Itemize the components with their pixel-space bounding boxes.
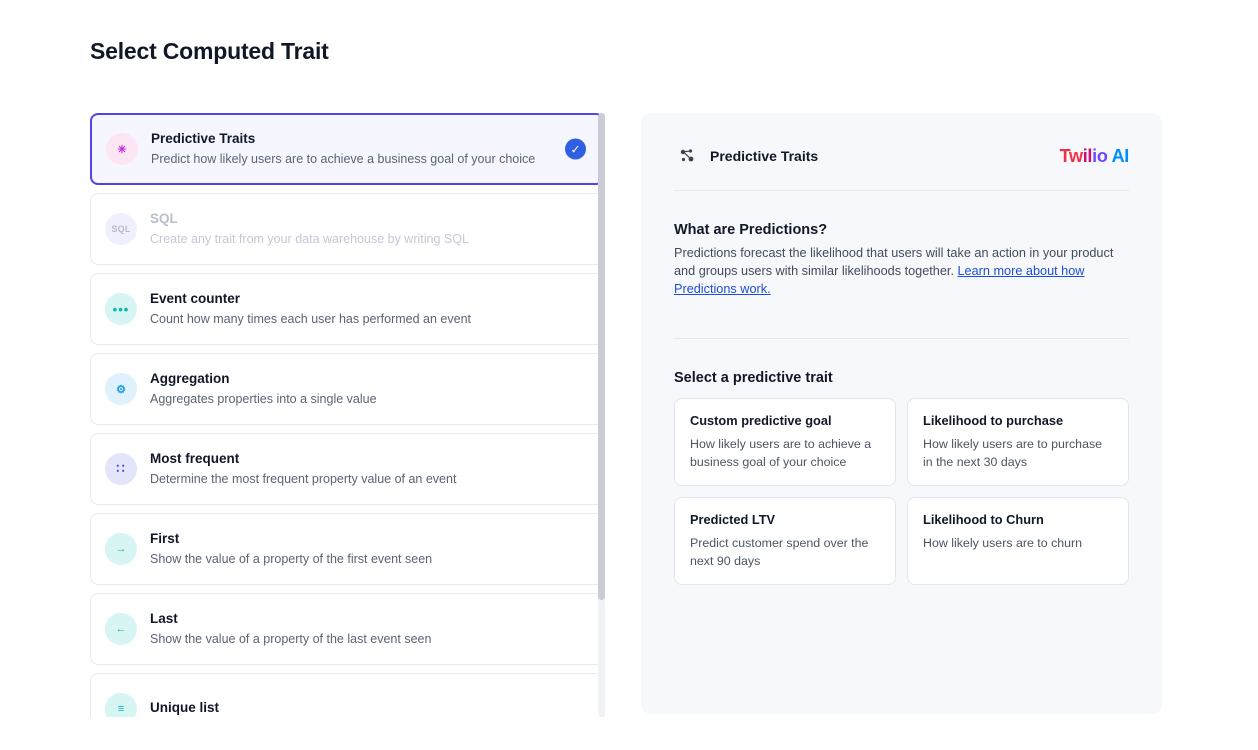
- unique-list-icon: [105, 693, 137, 717]
- list-item[interactable]: [90, 593, 604, 665]
- sql-icon: [105, 213, 137, 245]
- predictive-traits-icon: [674, 143, 700, 169]
- detail-header: [674, 143, 1129, 169]
- predictive-trait-title: Likelihood to Churn: [923, 512, 1044, 527]
- list-item-description: Show the value of a property of the first event seen: [150, 552, 433, 566]
- list-item-text: [151, 130, 535, 168]
- list-item[interactable]: [90, 113, 604, 185]
- predictive-trait-description: How likely users are to churn: [923, 536, 1083, 550]
- list-item-title: Aggregation: [150, 371, 230, 386]
- predictions-description-text: Predictions forecast the likelihood that users will take an action in your product and groups users with similar likelihoods together.: [674, 246, 1114, 278]
- list-item[interactable]: [90, 273, 604, 345]
- brand-part-1: Tw: [1059, 145, 1083, 166]
- list-item-icon-glyph: ✳: [117, 143, 127, 156]
- predictive-trait-grid[interactable]: [674, 398, 1129, 585]
- list-item-description: Count how many times each user has performed an event: [150, 312, 472, 326]
- list-item-title: First: [150, 531, 180, 546]
- page-title: Select Computed Trait: [90, 38, 329, 64]
- list-item-title: Event counter: [150, 291, 241, 306]
- detail-header-title: Predictive Traits: [710, 148, 819, 164]
- predictive-trait-title: Predicted LTV: [690, 512, 776, 527]
- list-item-description: Aggregates properties into a single value: [150, 392, 377, 406]
- list-item-text: [150, 530, 432, 568]
- predictive-trait-card[interactable]: [674, 398, 896, 486]
- list-item-description: Create any trait from your data warehouse by writing SQL: [150, 232, 469, 246]
- list-item-icon-glyph: ≡: [117, 703, 125, 715]
- twilio-ai-logo: [1060, 146, 1129, 167]
- list-scrollbar-thumb[interactable]: [598, 113, 605, 600]
- list-item-icon-glyph: ←: [115, 623, 127, 635]
- predictive-trait-description: Predict customer spend over the next 90 days: [690, 536, 869, 568]
- predictive-trait-title: Custom predictive goal: [690, 413, 832, 428]
- first-icon: [105, 533, 137, 565]
- predictive-trait-card[interactable]: [907, 398, 1129, 486]
- list-item[interactable]: [90, 433, 604, 505]
- list-item-text: [150, 450, 456, 488]
- list-item-text: [150, 699, 219, 717]
- list-item[interactable]: [90, 673, 604, 717]
- predictive-trait-card[interactable]: [674, 497, 896, 585]
- list-item-icon-glyph: →: [115, 543, 127, 555]
- event-counter-icon: [105, 293, 137, 325]
- predictions-learn-more-link[interactable]: Learn more about how Predictions work.: [674, 264, 1085, 296]
- list-item-text: [150, 610, 431, 648]
- list-item-description: Predict how likely users are to achieve a business goal of your choice: [151, 152, 536, 166]
- brand-part-4: AI: [1111, 145, 1129, 166]
- list-item-icon-glyph: ∷: [116, 461, 126, 476]
- list-item-text: [150, 290, 471, 328]
- last-icon: [105, 613, 137, 645]
- select-trait-section-title: Select a predictive trait: [674, 370, 833, 386]
- list-item-title: Last: [150, 611, 178, 626]
- list-item-icon-glyph: •••: [112, 301, 130, 317]
- list-item[interactable]: [90, 353, 604, 425]
- list-item-title: Predictive Traits: [151, 131, 256, 146]
- list-item-icon-glyph: ⚙: [116, 383, 126, 396]
- divider-top: [674, 190, 1129, 191]
- list-item-description: Determine the most frequent property value of an event: [150, 472, 457, 486]
- predictions-section-title: What are Predictions?: [674, 222, 828, 238]
- list-scrollbar[interactable]: [598, 113, 605, 717]
- list-item-text: [150, 210, 469, 248]
- list-item-title: Unique list: [150, 700, 220, 715]
- list-item-text: [150, 370, 377, 408]
- list-item-icon-glyph: SQL: [111, 224, 131, 234]
- most-frequent-icon: [105, 453, 137, 485]
- list-item-title: Most frequent: [150, 451, 240, 466]
- predictive-traits-icon: [106, 133, 138, 165]
- list-item: [90, 193, 604, 265]
- selected-check-icon: ✓: [565, 139, 586, 160]
- list-item-description: Show the value of a property of the last event seen: [150, 632, 432, 646]
- predictive-trait-card[interactable]: [907, 497, 1129, 585]
- list-item[interactable]: [90, 513, 604, 585]
- predictions-description: [674, 244, 1126, 298]
- aggregation-icon: [105, 373, 137, 405]
- predictive-trait-description: How likely users are to purchase in the next 30 days: [923, 437, 1103, 469]
- brand-part-2: il: [1082, 145, 1093, 166]
- divider-bottom: [674, 338, 1129, 339]
- list-item-title: SQL: [150, 211, 178, 226]
- trait-type-list[interactable]: [90, 113, 604, 717]
- predictive-trait-description: How likely users are to achieve a business goal of your choice: [690, 437, 872, 469]
- predictive-trait-title: Likelihood to purchase: [923, 413, 1064, 428]
- brand-part-3: io: [1092, 145, 1108, 166]
